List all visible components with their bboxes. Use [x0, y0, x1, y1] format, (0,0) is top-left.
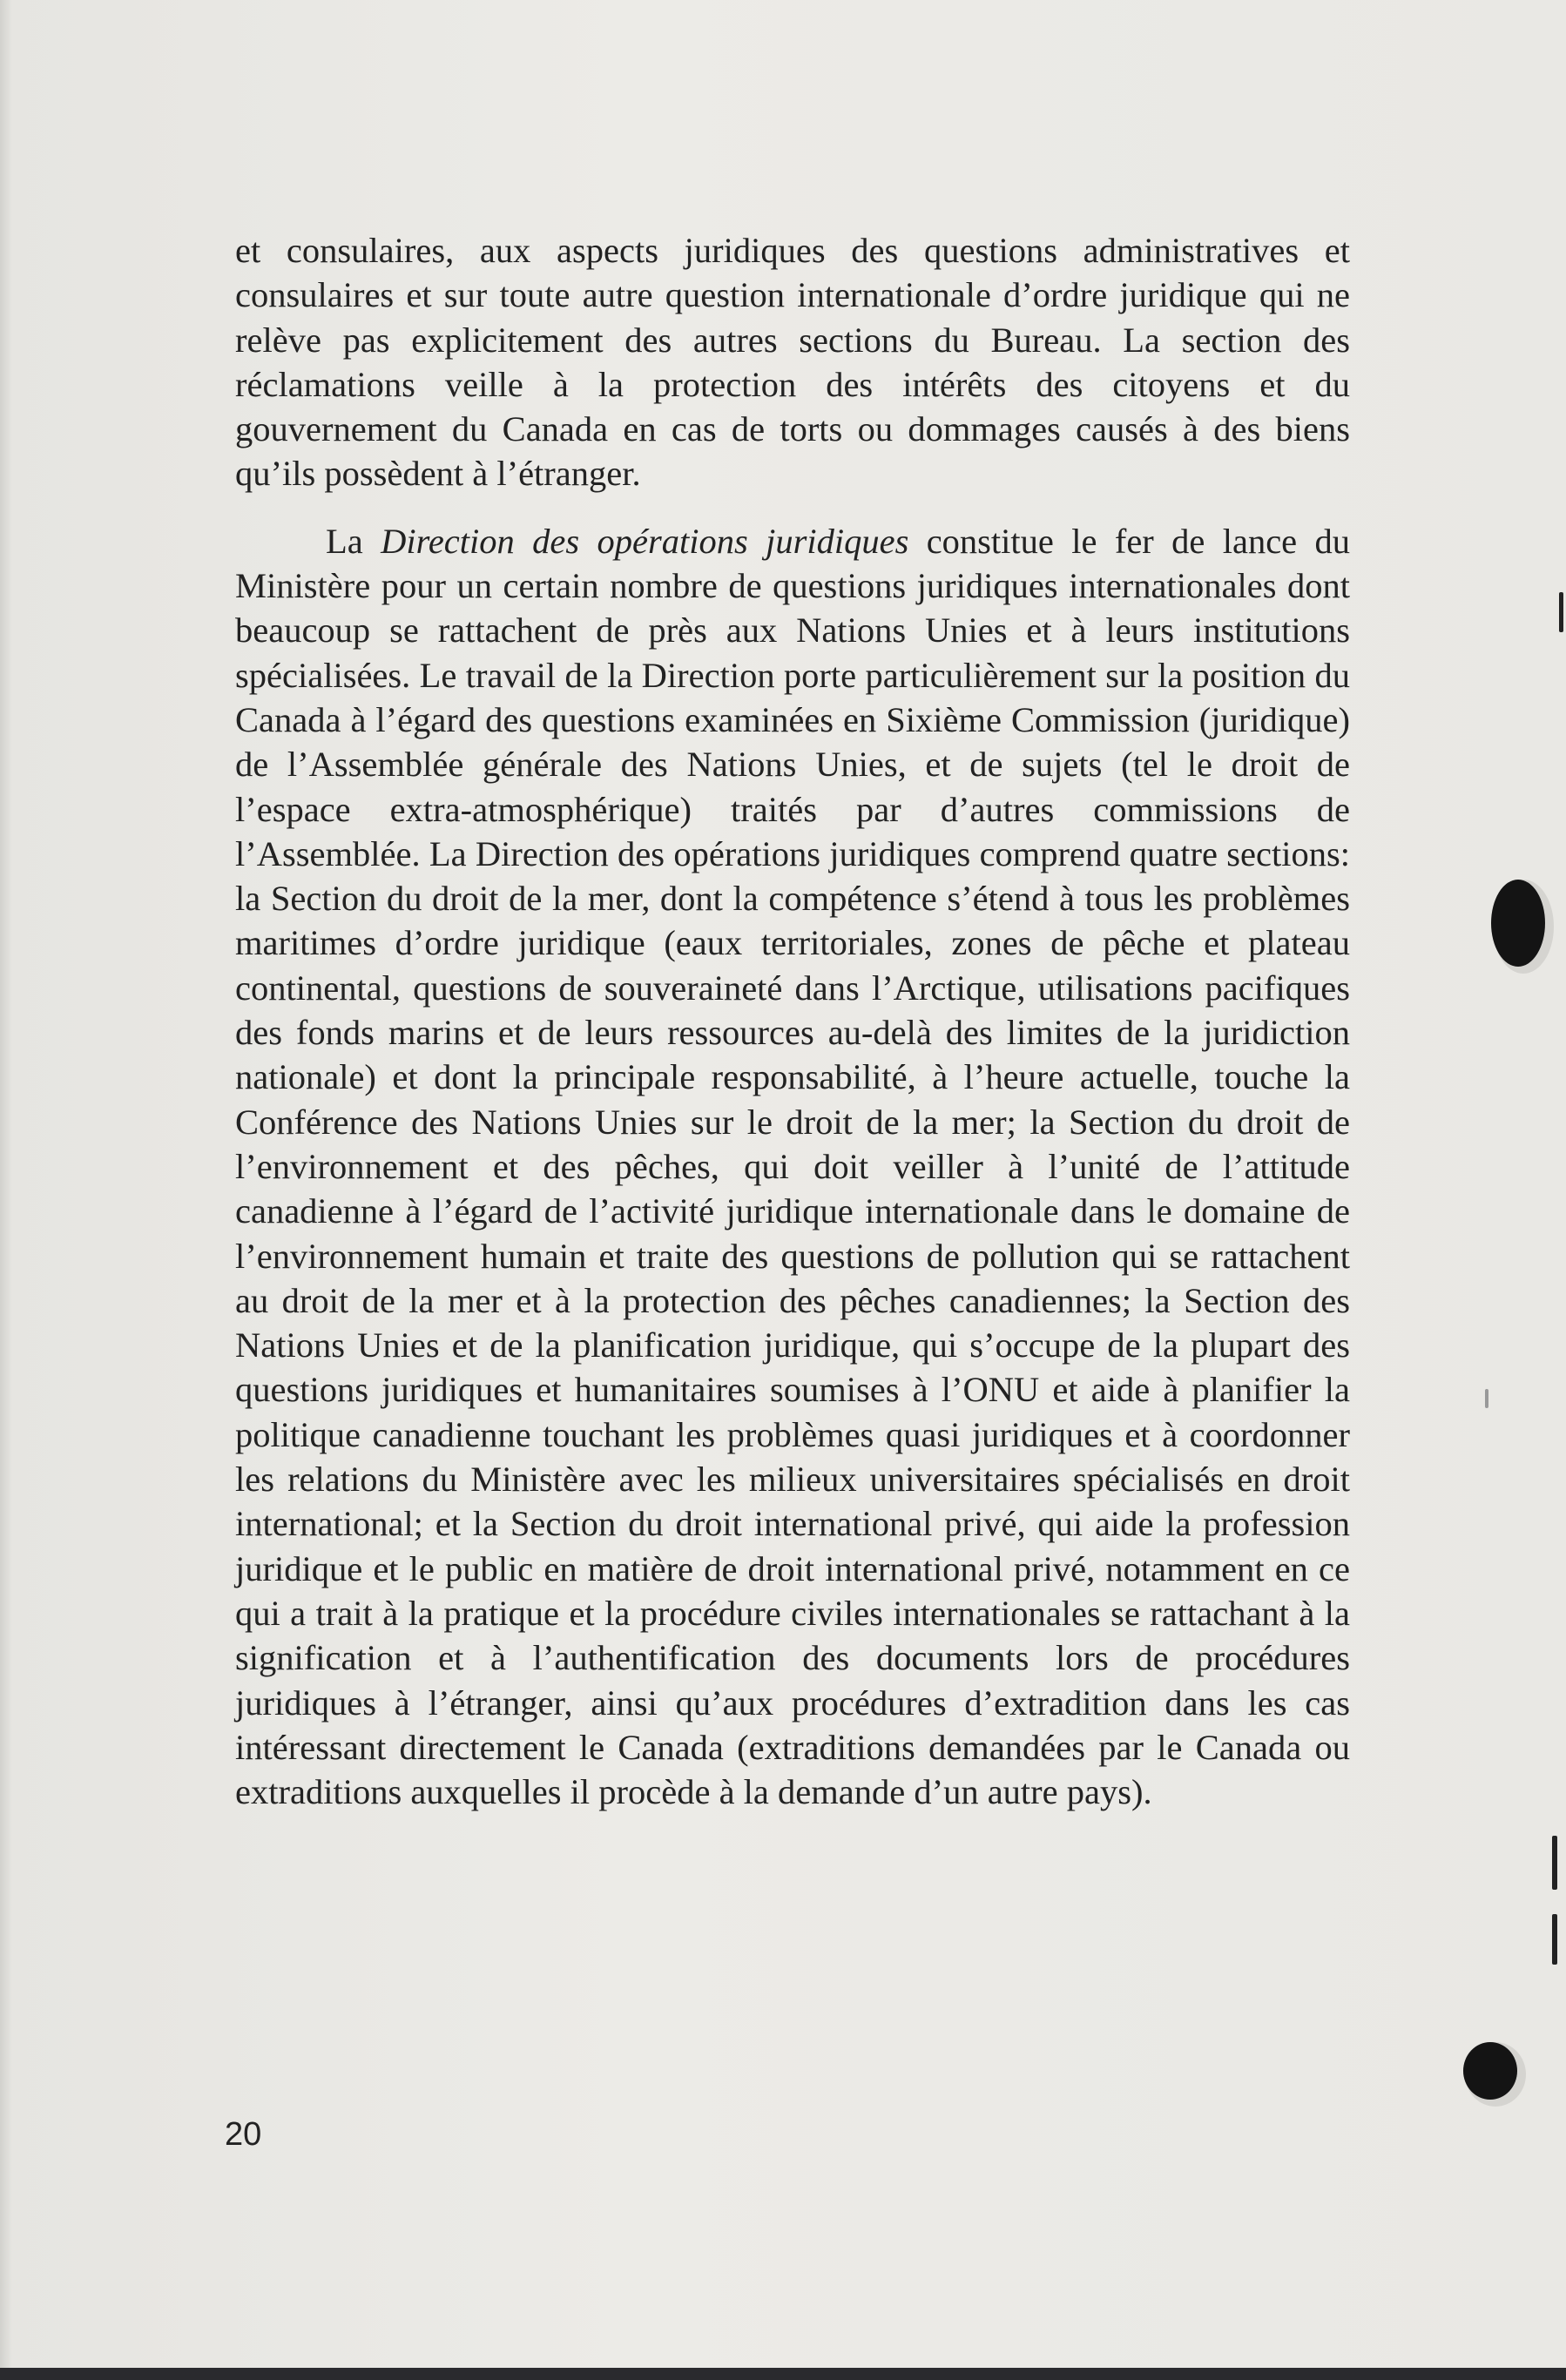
margin-mark — [1559, 592, 1563, 632]
paragraph-2 — [235, 519, 1350, 1815]
page-bottom-edge — [0, 2368, 1566, 2380]
margin-mark — [1485, 1389, 1488, 1408]
margin-mark — [1552, 1836, 1557, 1890]
body-text — [235, 228, 1350, 1814]
margin-mark — [1552, 1914, 1557, 1965]
paragraph-2-lead: La — [326, 521, 381, 561]
punch-hole-icon — [1491, 880, 1545, 967]
punch-hole-icon — [1463, 2042, 1517, 2100]
paragraph-2-italic-term: Direction des opérations juridiques — [381, 521, 909, 561]
page-number: 20 — [225, 2116, 262, 2153]
paragraph-2-body: constitue le fer de lance du Ministère pour un certain nombre de questions juridiques internationales dont beaucoup se rattachent de près aux Nations Unies et à leurs institutions spécialisées. Le travail de la Direction porte particulièrement sur la position du Canada à l’égard des questions examinées en Sixième Commission (juridique) de l’Assemblée générale des Nations Unies, et de sujets (tel le droit de l’espace extra-atmosphérique) traités par d’autres commissions de l’Assemblée. La Direction des opérations juridiques comprend quatre sections: la Section du droit de la mer, dont la compétence s’étend à tous les problèmes maritimes d’ordre juridique (eaux territoriales, zones de pêche et plateau continental, questions de souveraineté dans l’Arctique, utilisations pacifiques des fonds marins et de leurs ressources au-delà des limites de la juridiction nationale) et dont la principale responsabilité, à l’heure actuelle, touche la Conférence des Nations Unies sur le droit de la mer; la Section du droit de l’environnement et des pêches, qui doit veiller à l’unité de l’attitude canadienne à l’égard de l’activité juridique internationale dans le domaine de l’environnement humain et traite des questions de pollution qui se rattachent au droit de la mer et à la protection des pêches canadiennes; la Section des Nations Unies et de la planification juridique, qui s’occupe de la plupart des questions juridiques et humanitaires soumises à l’ONU et aide à planifier la politique canadienne touchant les problèmes quasi juridiques et à coordonner les relations du Ministère avec les milieux universitaires spécialisés en droit international; et la Section du droit international privé, qui aide la profession juridique et le public en matière de droit international privé, notamment en ce qui a trait à la pratique et la procédure civiles internationales se rattachant à la signification et à l’authentification des documents lors de procédures juridiques à l’étranger, ainsi qu’aux procédures d’extradition dans les cas intéressant directement le Canada (extraditions demandées par le Canada ou extraditions auxquelles il procède à la demande d’un autre pays). — [235, 521, 1350, 1812]
page-left-edge — [0, 0, 12, 2380]
paragraph-1: et consulaires, aux aspects juridiques des questions administratives et consulaires et sur toute autre question internationale d’ordre juridique qui ne relève pas explicitement des autres sections du Bureau. La section des réclamations veille à la protection des intérêts des citoyens et du gouvernement du Canada en cas de torts ou dommages causés à des biens qu’ils possèdent à l’étranger. — [235, 231, 1350, 494]
